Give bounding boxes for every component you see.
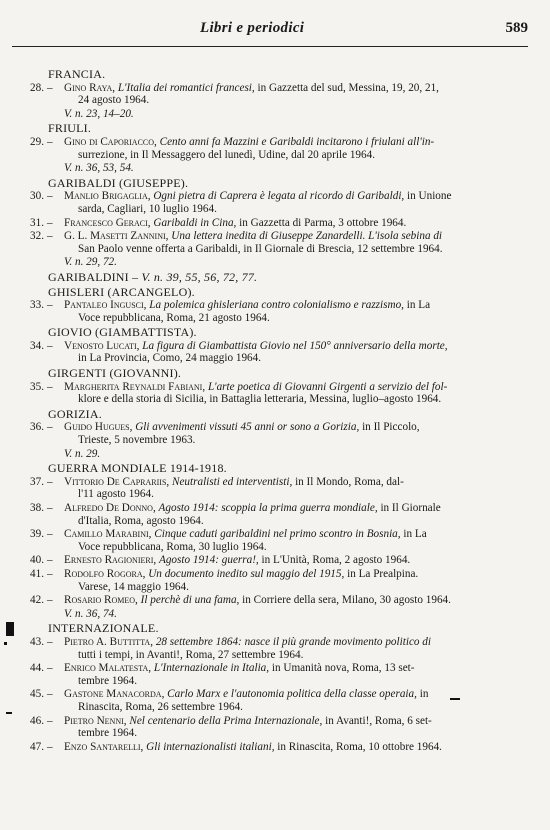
- section-heading-text: GORIZIA.: [48, 406, 102, 421]
- entry-number: 34.: [30, 339, 44, 352]
- entry-title: Una lettera inedita di Giuseppe Zanardelli. L'isola sebina di: [171, 230, 443, 243]
- section-cross-references: V. n. 29.: [64, 447, 101, 460]
- entry-title: 28 settembre 1864: nasce il più grande movimento politico di: [155, 635, 431, 648]
- section-heading: [14, 622, 530, 635]
- bibliography-entry: [14, 688, 530, 713]
- entry-dash: –: [47, 528, 53, 541]
- entry-dash: –: [47, 688, 53, 701]
- entry-number: 39.: [30, 528, 44, 541]
- entry-number: 42.: [30, 594, 44, 607]
- margin-mark: [450, 698, 460, 700]
- entry-author: Ernesto Ragionieri,: [64, 554, 157, 567]
- entry-author: Guido Hugues,: [64, 421, 133, 434]
- bibliography-entry: [14, 476, 530, 501]
- entry-number: 43.: [30, 635, 44, 648]
- entry-number: 47.: [30, 740, 44, 753]
- entry-author: Gino di Caporiacco,: [64, 135, 157, 148]
- entry-publication: in Umanità nova, Roma, 13 set-: [271, 662, 415, 675]
- entry-dash: –: [47, 81, 53, 94]
- entry-author: Francesco Geraci,: [64, 216, 151, 229]
- entry-number: 29.: [30, 135, 44, 148]
- section-heading-text: INTERNAZIONALE.: [48, 621, 159, 636]
- bibliography-entry: [14, 554, 530, 567]
- entry-number: 46.: [30, 714, 44, 727]
- entry-number: 38.: [30, 502, 44, 514]
- entry-continuation: Trieste, 5 novembre 1963.: [78, 434, 196, 447]
- bibliography-entry: [14, 82, 530, 107]
- entry-number: 37.: [30, 475, 44, 488]
- entry-title: Carlo Marx e l'autonomia politica della classe operaia,: [167, 688, 417, 701]
- entry-title: Garibaldi in Cina,: [153, 216, 237, 229]
- section-heading-text: GIRGENTI (GIOVANNI).: [48, 366, 182, 381]
- entry-publication: in La: [403, 528, 427, 541]
- entry-title: Cinque caduti garibaldini nel primo scontro in Bosnia,: [154, 528, 401, 541]
- entry-author: Pietro Nenni,: [64, 714, 127, 727]
- entry-dash: –: [47, 740, 53, 753]
- entry-author: Venosto Lucati,: [64, 339, 140, 352]
- entry-continuation: in La Provincia, Como, 24 maggio 1964.: [78, 352, 262, 365]
- entry-dash: –: [47, 475, 53, 488]
- entry-title: Un documento inedito sul maggio del 1915,: [148, 567, 345, 580]
- section-heading-text: GARIBALDINI –: [48, 269, 139, 284]
- entry-title: Nel centenario della Prima Internazionale,: [129, 714, 323, 727]
- section-heading: [14, 177, 530, 190]
- entry-publication: in La Prealpina.: [347, 567, 419, 580]
- entry-continuation: surrezione, in Il Messaggero del lunedì, Udine, dal 20 aprile 1964.: [78, 148, 376, 161]
- entry-title: L'arte poetica di Giovanni Girgenti a servizio del fol-: [207, 380, 448, 393]
- section-heading: [14, 408, 530, 421]
- bibliography-entry: [14, 217, 530, 230]
- entry-number: 32.: [30, 230, 44, 243]
- entry-publication: in Il Mondo, Roma, dal-: [295, 475, 404, 488]
- entry-publication: in Rinascita, Roma, 10 ottobre 1964.: [277, 740, 442, 753]
- entry-number: 41.: [30, 567, 44, 580]
- section-cross-references: V. n. 23, 14–20.: [64, 107, 134, 120]
- entry-publication: in Corriere della sera, Milano, 30 agosto 1964.: [242, 594, 451, 607]
- entry-author: Alfredo De Donno,: [64, 502, 156, 514]
- bibliography-entry: [14, 594, 530, 607]
- bibliography-entry: [14, 136, 530, 161]
- entry-dash: –: [47, 567, 53, 580]
- section-heading-text: GARIBALDI (GIUSEPPE).: [48, 175, 189, 190]
- entry-continuation: Voce repubblicana, Roma, 30 luglio 1964.: [78, 540, 267, 553]
- entry-title: L'Internazionale in Italia,: [153, 662, 270, 675]
- entry-dash: –: [47, 421, 53, 434]
- entry-dash: –: [47, 635, 53, 648]
- section-cross-references: V. n. 36, 53, 54.: [64, 162, 134, 175]
- margin-mark: [4, 642, 7, 645]
- entry-continuation: tembre 1964.: [78, 674, 138, 687]
- entry-dash: –: [47, 339, 53, 352]
- entry-continuation: tembre 1964.: [78, 727, 138, 740]
- section-cross-references: V. n. 39, 55, 56, 72, 77.: [141, 269, 258, 284]
- entry-number: 33.: [30, 299, 44, 312]
- bibliography-entry: [14, 636, 530, 661]
- section-heading: [14, 271, 530, 284]
- entry-author: Enrico Malatesta,: [64, 662, 152, 675]
- bibliography-entry: [14, 421, 530, 446]
- entry-dash: –: [47, 299, 53, 312]
- section-heading: [14, 122, 530, 135]
- entry-publication: in Unione: [407, 190, 452, 203]
- entry-continuation: Voce repubblicana, Roma, 21 agosto 1964.: [78, 311, 270, 324]
- entry-dash: –: [47, 714, 53, 727]
- entry-title: Agosto 1914: scoppia la prima guerra mondiale,: [158, 502, 378, 514]
- entry-dash: –: [47, 190, 53, 203]
- entry-continuation: l'11 agosto 1964.: [78, 488, 154, 501]
- section-heading-text: GHISLERI (ARCANGELO).: [48, 284, 195, 299]
- entry-number: 36.: [30, 421, 44, 434]
- entry-dash: –: [47, 502, 53, 514]
- section-heading-text: FRANCIA.: [48, 67, 106, 81]
- entry-author: Enzo Santarelli,: [64, 740, 144, 753]
- header-rule: [12, 46, 528, 47]
- entry-author: Margherita Reynaldi Fabiani,: [64, 380, 206, 393]
- entry-author: Pantaleo Ingusci,: [64, 299, 147, 312]
- entry-dash: –: [47, 216, 53, 229]
- entry-dash: –: [47, 662, 53, 675]
- bibliography-entry: [14, 568, 530, 593]
- entry-continuation: Varese, 14 maggio 1964.: [78, 580, 189, 593]
- entry-publication: in La: [406, 299, 431, 312]
- entry-number: 28.: [30, 81, 44, 94]
- entry-title: Agosto 1914: guerra!,: [158, 554, 259, 567]
- entry-publication: in: [419, 688, 429, 701]
- bibliography-entry: [14, 190, 530, 215]
- section-heading: [14, 462, 530, 475]
- entry-author: Manlio Brigaglia,: [64, 190, 151, 203]
- bibliography-entry: [14, 299, 530, 324]
- section-cross-references: V. n. 36, 74.: [64, 607, 117, 620]
- entry-continuation: Rinascita, Roma, 26 settembre 1964.: [78, 700, 243, 713]
- entry-continuation: 24 agosto 1964.: [78, 94, 150, 107]
- entry-title: Il perchè di una fama,: [140, 594, 240, 607]
- section-heading: [14, 326, 530, 339]
- entry-author: Gastone Manacorda,: [64, 688, 165, 701]
- bibliography-entry: [14, 662, 530, 687]
- entry-author: G. L. Masetti Zannini,: [64, 230, 169, 243]
- entry-dash: –: [47, 230, 53, 243]
- section-heading-text: GUERRA MONDIALE 1914-1918.: [48, 461, 227, 476]
- entry-title: Neutralisti ed interventisti,: [172, 475, 293, 488]
- entry-publication: in Il Piccolo,: [362, 421, 420, 434]
- entry-number: 30.: [30, 190, 44, 203]
- entry-dash: –: [47, 594, 53, 607]
- entry-title: Ogni pietra di Caprera è legata al ricordo di Garibaldi,: [153, 190, 405, 203]
- section-cross-references: V. n. 29, 72.: [64, 256, 117, 269]
- entry-title: La figura di Giambattista Giovio nel 150° anniversario della morte,: [142, 339, 448, 352]
- entry-continuation: sarda, Cagliari, 10 luglio 1964.: [78, 202, 217, 215]
- bibliography-entry: [14, 715, 530, 740]
- entry-author: Gino Raya,: [64, 81, 116, 94]
- entry-continuation: tutti i tempi, in Avanti!, Roma, 27 settembre 1964.: [78, 648, 304, 661]
- section-heading-text: FRIULI.: [48, 121, 92, 136]
- bibliography-entry: [14, 340, 530, 365]
- entry-title: La polemica ghisleriana contro colonialismo e razzismo,: [149, 299, 404, 312]
- entry-number: 35.: [30, 380, 44, 393]
- entry-dash: –: [47, 554, 53, 567]
- section-heading: [14, 286, 530, 299]
- bibliography-entry: [14, 230, 530, 255]
- entry-author: Vittorio De Caprariis,: [64, 475, 170, 488]
- margin-mark: [6, 622, 14, 636]
- bibliography-entry: [14, 381, 530, 406]
- bibliography-list: [14, 66, 530, 754]
- entry-publication: in L'Unità, Roma, 2 agosto 1964.: [261, 554, 411, 567]
- entry-dash: –: [47, 380, 53, 393]
- section-heading: [14, 367, 530, 380]
- entry-continuation: San Paolo venne offerta a Garibaldi, in Il Giornale di Brescia, 12 settembre 1964.: [78, 242, 443, 255]
- entry-title: Gli internazionalisti italiani,: [146, 740, 275, 753]
- page-header: [0, 18, 550, 42]
- page-number: 589: [505, 20, 528, 36]
- entry-number: 45.: [30, 688, 44, 701]
- entry-publication: in Il Giornale: [380, 502, 441, 514]
- bibliography-entry: [14, 502, 530, 527]
- entry-author: Pietro A. Buttitta,: [64, 635, 154, 648]
- section-heading: [14, 68, 530, 81]
- margin-mark: [6, 712, 12, 714]
- entry-continuation: d'Italia, Roma, agosto 1964.: [78, 514, 204, 527]
- section-heading-text: GIOVIO (GIAMBATTISTA).: [48, 325, 197, 340]
- entry-author: Rosario Romeo,: [64, 594, 138, 607]
- entry-publication: in Gazzetta del sud, Messina, 19, 20, 21,: [257, 81, 439, 94]
- entry-author: Camillo Marabini,: [64, 528, 152, 541]
- entry-number: 44.: [30, 662, 44, 675]
- entry-dash: –: [47, 135, 53, 148]
- entry-publication: in Avanti!, Roma, 6 set-: [325, 714, 432, 727]
- entry-number: 31.: [30, 216, 44, 229]
- entry-author: Rodolfo Rogora,: [64, 567, 146, 580]
- entry-title: Gli avvenimenti vissuti 45 anni or sono a Gorizia,: [135, 421, 360, 434]
- bibliography-entry: [14, 528, 530, 553]
- entry-publication: in Gazzetta di Parma, 3 ottobre 1964.: [239, 216, 407, 229]
- entry-continuation: klore e della storia di Sicilia, in Battaglia letteraria, Messina, luglio–agosto 1964.: [78, 393, 442, 406]
- running-title: Libri e periodici: [200, 20, 305, 36]
- entry-title: L'Italia dei romantici francesi,: [117, 81, 255, 94]
- bibliography-entry: [14, 741, 530, 754]
- entry-title: Cento anni fa Mazzini e Garibaldi incitarono i friulani all'in-: [159, 135, 435, 148]
- entry-number: 40.: [30, 554, 44, 567]
